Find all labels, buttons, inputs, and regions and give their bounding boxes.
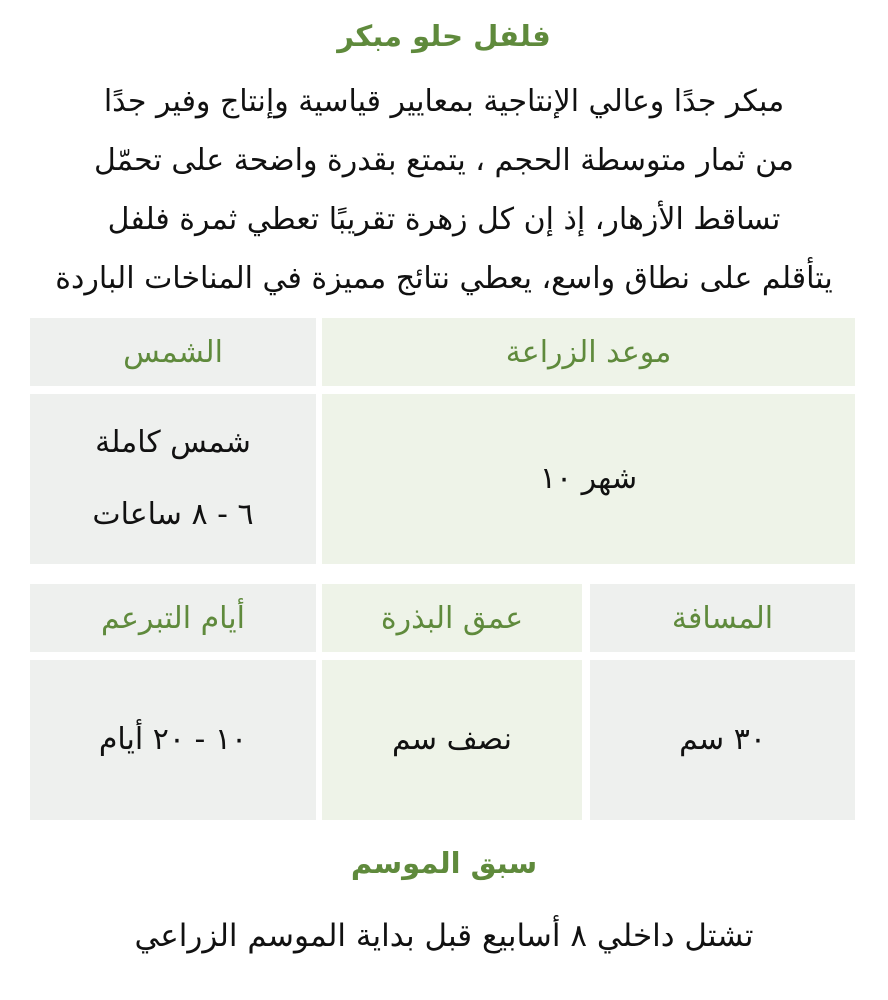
seed-depth-value-text: نصف سم xyxy=(391,722,513,757)
germination-days-header xyxy=(30,584,316,652)
page-title: فلفل حلو مبكر xyxy=(337,19,551,53)
description xyxy=(10,72,878,308)
spacing-value xyxy=(590,660,855,820)
sun-value-line: شمس كاملة xyxy=(95,425,251,460)
germination-days-value-text: ١٠ - ٢٠ أيام xyxy=(98,722,248,757)
description-line: تساقط الأزهار، إذ إن كل زهرة تقريبًا تعطي ثمرة فلفل xyxy=(107,202,781,237)
seed-depth-value xyxy=(322,660,582,820)
seed-depth-header-label: عمق البذرة xyxy=(380,600,524,636)
planting-date-value xyxy=(322,394,855,564)
sun-header xyxy=(30,318,316,386)
description-line: من ثمار متوسطة الحجم ، يتمتع بقدرة واضحة على تحمّل xyxy=(94,143,794,178)
head-start-title: سبق الموسم xyxy=(350,846,538,880)
spacing-header-label: المسافة xyxy=(671,600,774,636)
germination-days-value xyxy=(30,660,316,820)
seed-depth-header xyxy=(322,584,582,652)
planting-date-value-text: شهر ١٠ xyxy=(539,461,638,496)
description-line: يتأقلم على نطاق واسع، يعطي نتائج مميزة في المناخات الباردة xyxy=(55,261,833,296)
sun-value-line: ٦ - ٨ ساعات xyxy=(92,497,254,532)
spacing-value-text: ٣٠ سم xyxy=(679,722,766,757)
description-line: مبكر جدًا وعالي الإنتاجية بمعايير قياسية وإنتاج وفير جدًا xyxy=(103,84,785,119)
head-start-text: تشتل داخلي ٨ أسابيع قبل بداية الموسم الزراعي xyxy=(134,918,754,954)
sun-header-label: الشمس xyxy=(123,334,223,370)
germination-days-header-label: أيام التبرعم xyxy=(101,600,245,636)
spacing-header xyxy=(590,584,855,652)
planting-date-header-label: موعد الزراعة xyxy=(505,334,672,370)
sun-value xyxy=(30,394,316,564)
planting-date-header xyxy=(322,318,855,386)
